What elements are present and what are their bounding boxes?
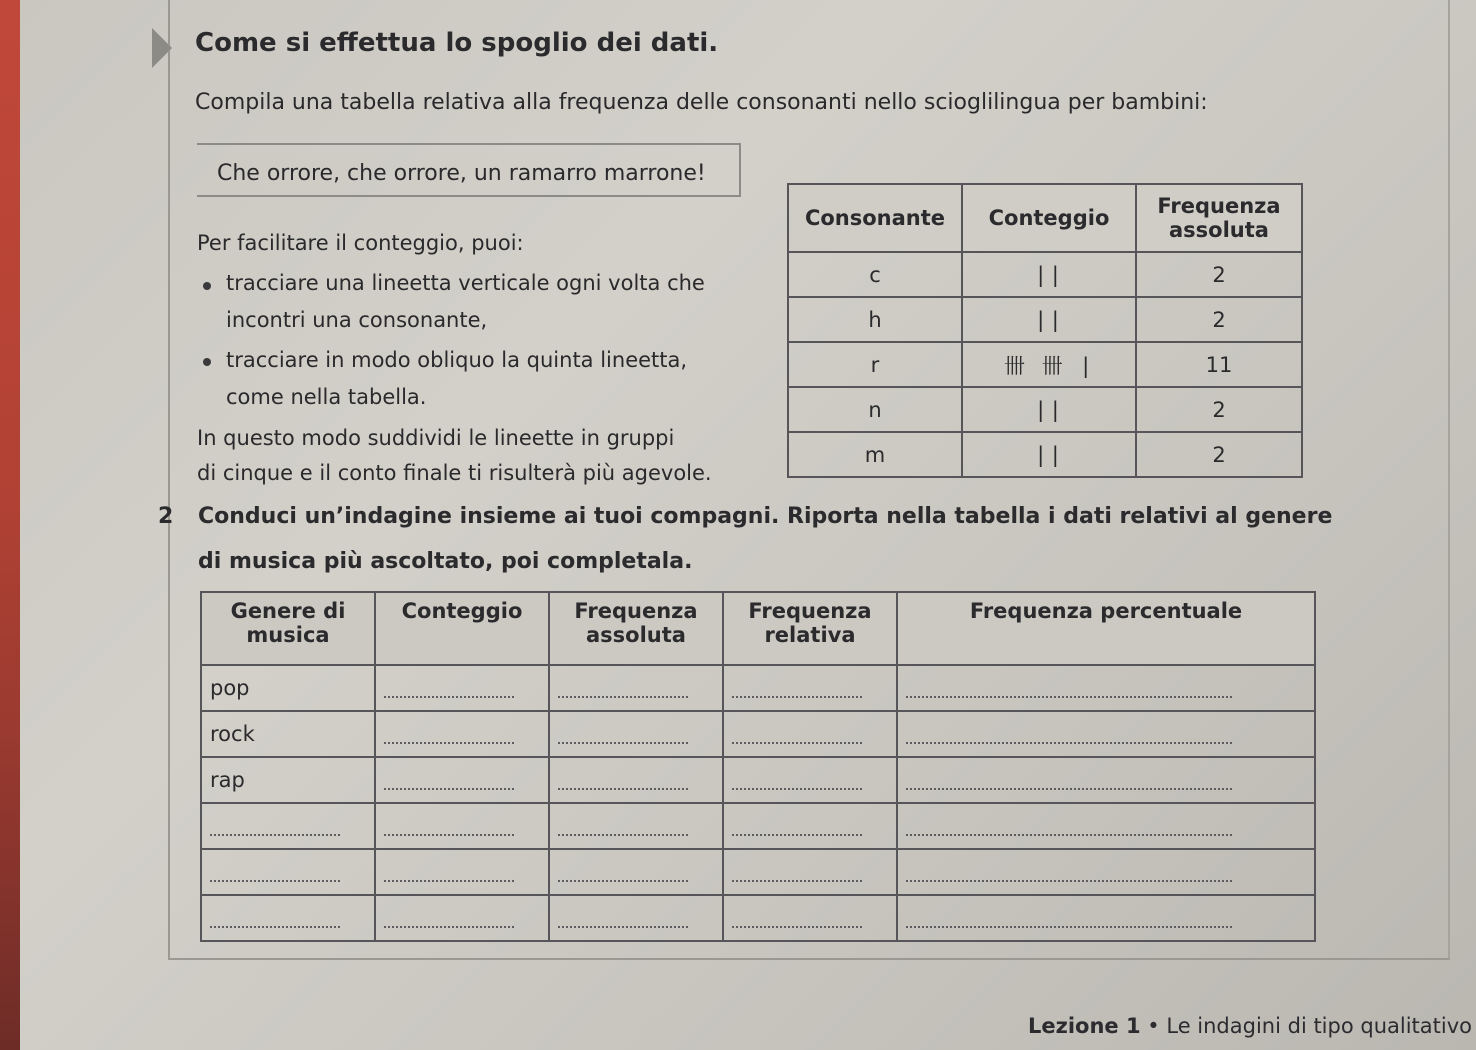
- blank-cell[interactable]: [723, 665, 897, 711]
- bullet2-line1: tracciare in modo obliquo la quinta lineetta,: [226, 348, 688, 372]
- blank-cell[interactable]: [723, 895, 897, 941]
- blank-cell[interactable]: [897, 895, 1315, 941]
- frequency-cell: 2: [1136, 387, 1302, 432]
- blank-cell[interactable]: [201, 895, 375, 941]
- blank-cell[interactable]: [723, 757, 897, 803]
- bullet1-line1: tracciare una lineetta verticale ogni volta che: [226, 271, 705, 295]
- table-row: [788, 297, 1302, 342]
- blank-cell[interactable]: [375, 849, 549, 895]
- question2-line2: di musica più ascoltato, poi completala.: [198, 549, 693, 574]
- music-genre-table: [200, 591, 1316, 942]
- table-row: [201, 849, 1315, 895]
- footer-separator: •: [1147, 1014, 1160, 1038]
- frequency-cell: 2: [1136, 297, 1302, 342]
- bullet-icon: [203, 358, 211, 366]
- blank-cell[interactable]: [723, 849, 897, 895]
- tally-cell: ||: [962, 432, 1136, 477]
- consonant-cell: r: [788, 342, 962, 387]
- genre-cell: rap: [201, 757, 375, 803]
- column-header: Conteggio: [375, 592, 549, 665]
- column-header: Consonante: [788, 184, 962, 252]
- column-header: Conteggio: [962, 184, 1136, 252]
- consonant-cell: h: [788, 297, 962, 342]
- table-row: [788, 432, 1302, 477]
- column-header: Genere di musica: [201, 592, 375, 665]
- blank-cell[interactable]: [375, 711, 549, 757]
- frequency-cell: 2: [1136, 252, 1302, 297]
- tally-cell: ||: [962, 297, 1136, 342]
- bullet1-line2: incontri una consonante,: [226, 308, 488, 332]
- blank-cell[interactable]: [201, 803, 375, 849]
- bullet-icon: [203, 282, 211, 290]
- table-header-row: [788, 184, 1302, 252]
- frequency-cell: 11: [1136, 342, 1302, 387]
- genre-cell: pop: [201, 665, 375, 711]
- consonant-cell: m: [788, 432, 962, 477]
- consonant-cell: n: [788, 387, 962, 432]
- blank-cell[interactable]: [549, 711, 723, 757]
- blank-cell[interactable]: [723, 711, 897, 757]
- consonant-frequency-table: [787, 183, 1303, 478]
- tongue-twister-box: Che orrore, che orrore, un ramarro marrone!: [197, 143, 741, 197]
- blank-cell[interactable]: [549, 895, 723, 941]
- blank-cell[interactable]: [897, 757, 1315, 803]
- blank-cell[interactable]: [201, 849, 375, 895]
- blank-cell[interactable]: [897, 849, 1315, 895]
- table-row: [201, 711, 1315, 757]
- conclusion-line2: di cinque e il conto finale ti risulterà più agevole.: [197, 461, 712, 485]
- table-row: [788, 252, 1302, 297]
- blank-cell[interactable]: [549, 665, 723, 711]
- consonant-cell: c: [788, 252, 962, 297]
- question2-line1: Conduci un’indagine insieme ai tuoi compagni. Riporta nella tabella i dati relativi al genere: [198, 504, 1333, 529]
- tally-cell: ||: [962, 387, 1136, 432]
- column-header: Frequenza relativa: [723, 592, 897, 665]
- genre-cell: rock: [201, 711, 375, 757]
- table-header-row: [201, 592, 1315, 665]
- column-header: Frequenza percentuale: [897, 592, 1315, 665]
- tally-cell: ||: [962, 252, 1136, 297]
- column-header: Frequenza assoluta: [1136, 184, 1302, 252]
- blank-cell[interactable]: [549, 757, 723, 803]
- bullet2-line2: come nella tabella.: [226, 385, 427, 409]
- frequency-cell: 2: [1136, 432, 1302, 477]
- table-row: [201, 895, 1315, 941]
- blank-cell[interactable]: [897, 803, 1315, 849]
- exercise-intro: Compila una tabella relativa alla frequenza delle consonanti nello scioglilingua per bambini:: [195, 90, 1208, 115]
- question-number: 2: [158, 504, 174, 529]
- table-row: [201, 665, 1315, 711]
- blank-cell[interactable]: [897, 711, 1315, 757]
- table-row: [788, 387, 1302, 432]
- page-footer: [1028, 1014, 1472, 1038]
- column-header: Frequenza assoluta: [549, 592, 723, 665]
- blank-cell[interactable]: [375, 665, 549, 711]
- hint-title: Per facilitare il conteggio, puoi:: [197, 231, 524, 255]
- blank-cell[interactable]: [375, 803, 549, 849]
- table-row: [201, 757, 1315, 803]
- tally-cell: 卌 卌 |: [962, 342, 1136, 387]
- lesson-label: Lezione 1: [1028, 1014, 1141, 1038]
- lesson-title: Le indagini di tipo qualitativo: [1166, 1014, 1472, 1038]
- conclusion-line1: In questo modo suddividi le lineette in gruppi: [197, 426, 675, 450]
- blank-cell[interactable]: [375, 757, 549, 803]
- blank-cell[interactable]: [897, 665, 1315, 711]
- blank-cell[interactable]: [375, 895, 549, 941]
- blank-cell[interactable]: [549, 803, 723, 849]
- blank-cell[interactable]: [723, 803, 897, 849]
- blank-cell[interactable]: [549, 849, 723, 895]
- table-row: [788, 342, 1302, 387]
- section-heading: Come si effettua lo spoglio dei dati.: [195, 28, 719, 58]
- table-row: [201, 803, 1315, 849]
